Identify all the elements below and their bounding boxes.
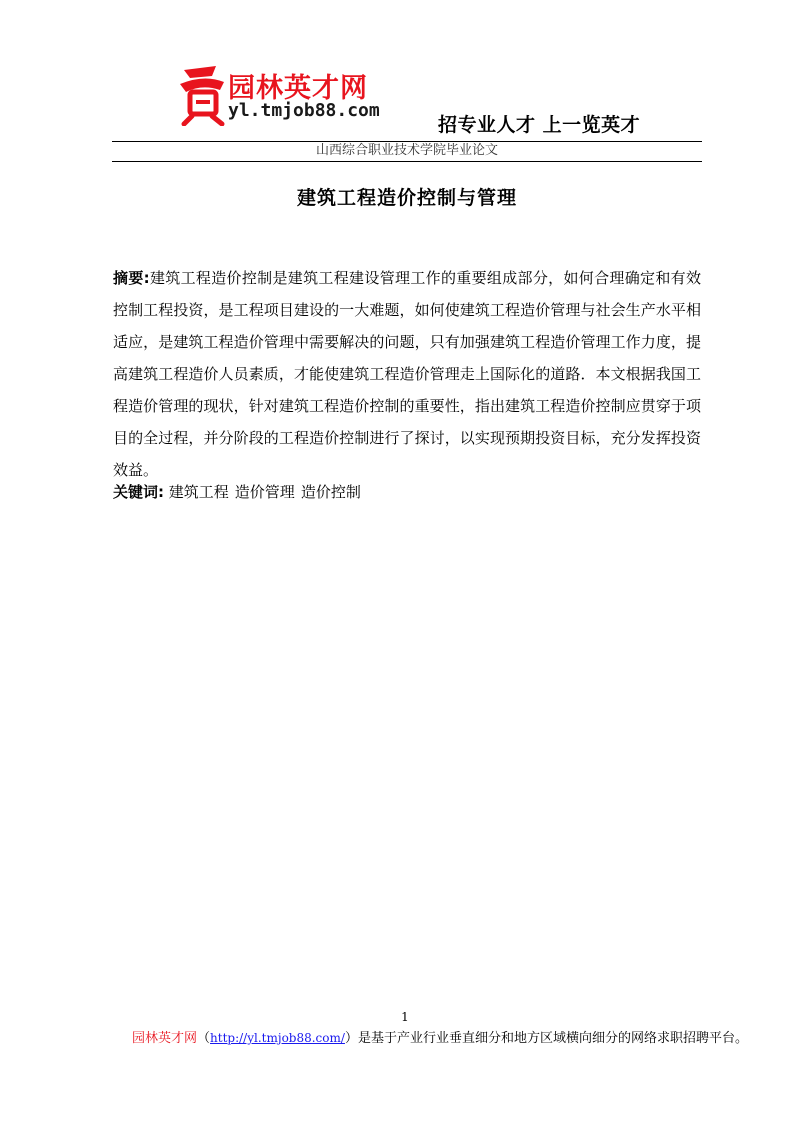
footer-close-paren: ） xyxy=(344,1031,358,1046)
keyword-item: 造价管理 xyxy=(234,483,295,501)
abstract-paragraph xyxy=(113,262,701,486)
footer-open-paren: （ xyxy=(197,1031,211,1046)
header-top-rule xyxy=(112,141,702,142)
abstract-label: 摘要: xyxy=(113,269,150,287)
header-slogan: 招专业人才 上一览英才 xyxy=(438,114,641,136)
running-header: 山西综合职业技术学院毕业论文 xyxy=(315,143,498,158)
keywords-label: 关键词: xyxy=(113,483,164,501)
header-bottom-rule xyxy=(112,161,702,162)
footer-brand: 园林英才网 xyxy=(132,1031,198,1046)
site-logo[interactable] xyxy=(176,60,406,132)
footer-link[interactable]: http://yl.tmjob88.com/ xyxy=(210,1031,345,1045)
keyword-item: 建筑工程 xyxy=(168,483,229,501)
logo-emblem-icon xyxy=(176,60,232,126)
logo-url: yl.tmjob88.com xyxy=(228,100,380,121)
page-footer xyxy=(132,1027,748,1046)
keywords-line xyxy=(113,480,701,504)
document-title: 建筑工程造价控制与管理 xyxy=(296,187,517,209)
abstract-text: 建筑工程造价控制是建筑工程建设管理工作的重要组成部分，如何合理确定和有效控制工程投资，是工程项目建设的一大难题，如何使建筑工程造价管理与社会生产水平相适应，是建筑工程造价管理中需要解决的问题，只有加强建筑工程造价管理工作力度，提高建筑工程造价人员素质，才能使建筑工程造价管理走上国际化的道路．本文根据我国工程造价管理的现状，针对建筑工程造价控制的重要性，指出建筑工程造价控制应贯穿于项目的全过程，并分阶段的工程造价控制进行了探讨，以实现预期投资目标，充分发挥投资效益。 xyxy=(113,269,701,479)
logo-name: 园林英才网 xyxy=(228,73,368,104)
keyword-item: 造价控制 xyxy=(300,483,361,501)
footer-text: 是基于产业行业垂直细分和地方区域横向细分的网络求职招聘平台。 xyxy=(357,1031,748,1046)
page-number: 1 xyxy=(401,1010,409,1024)
